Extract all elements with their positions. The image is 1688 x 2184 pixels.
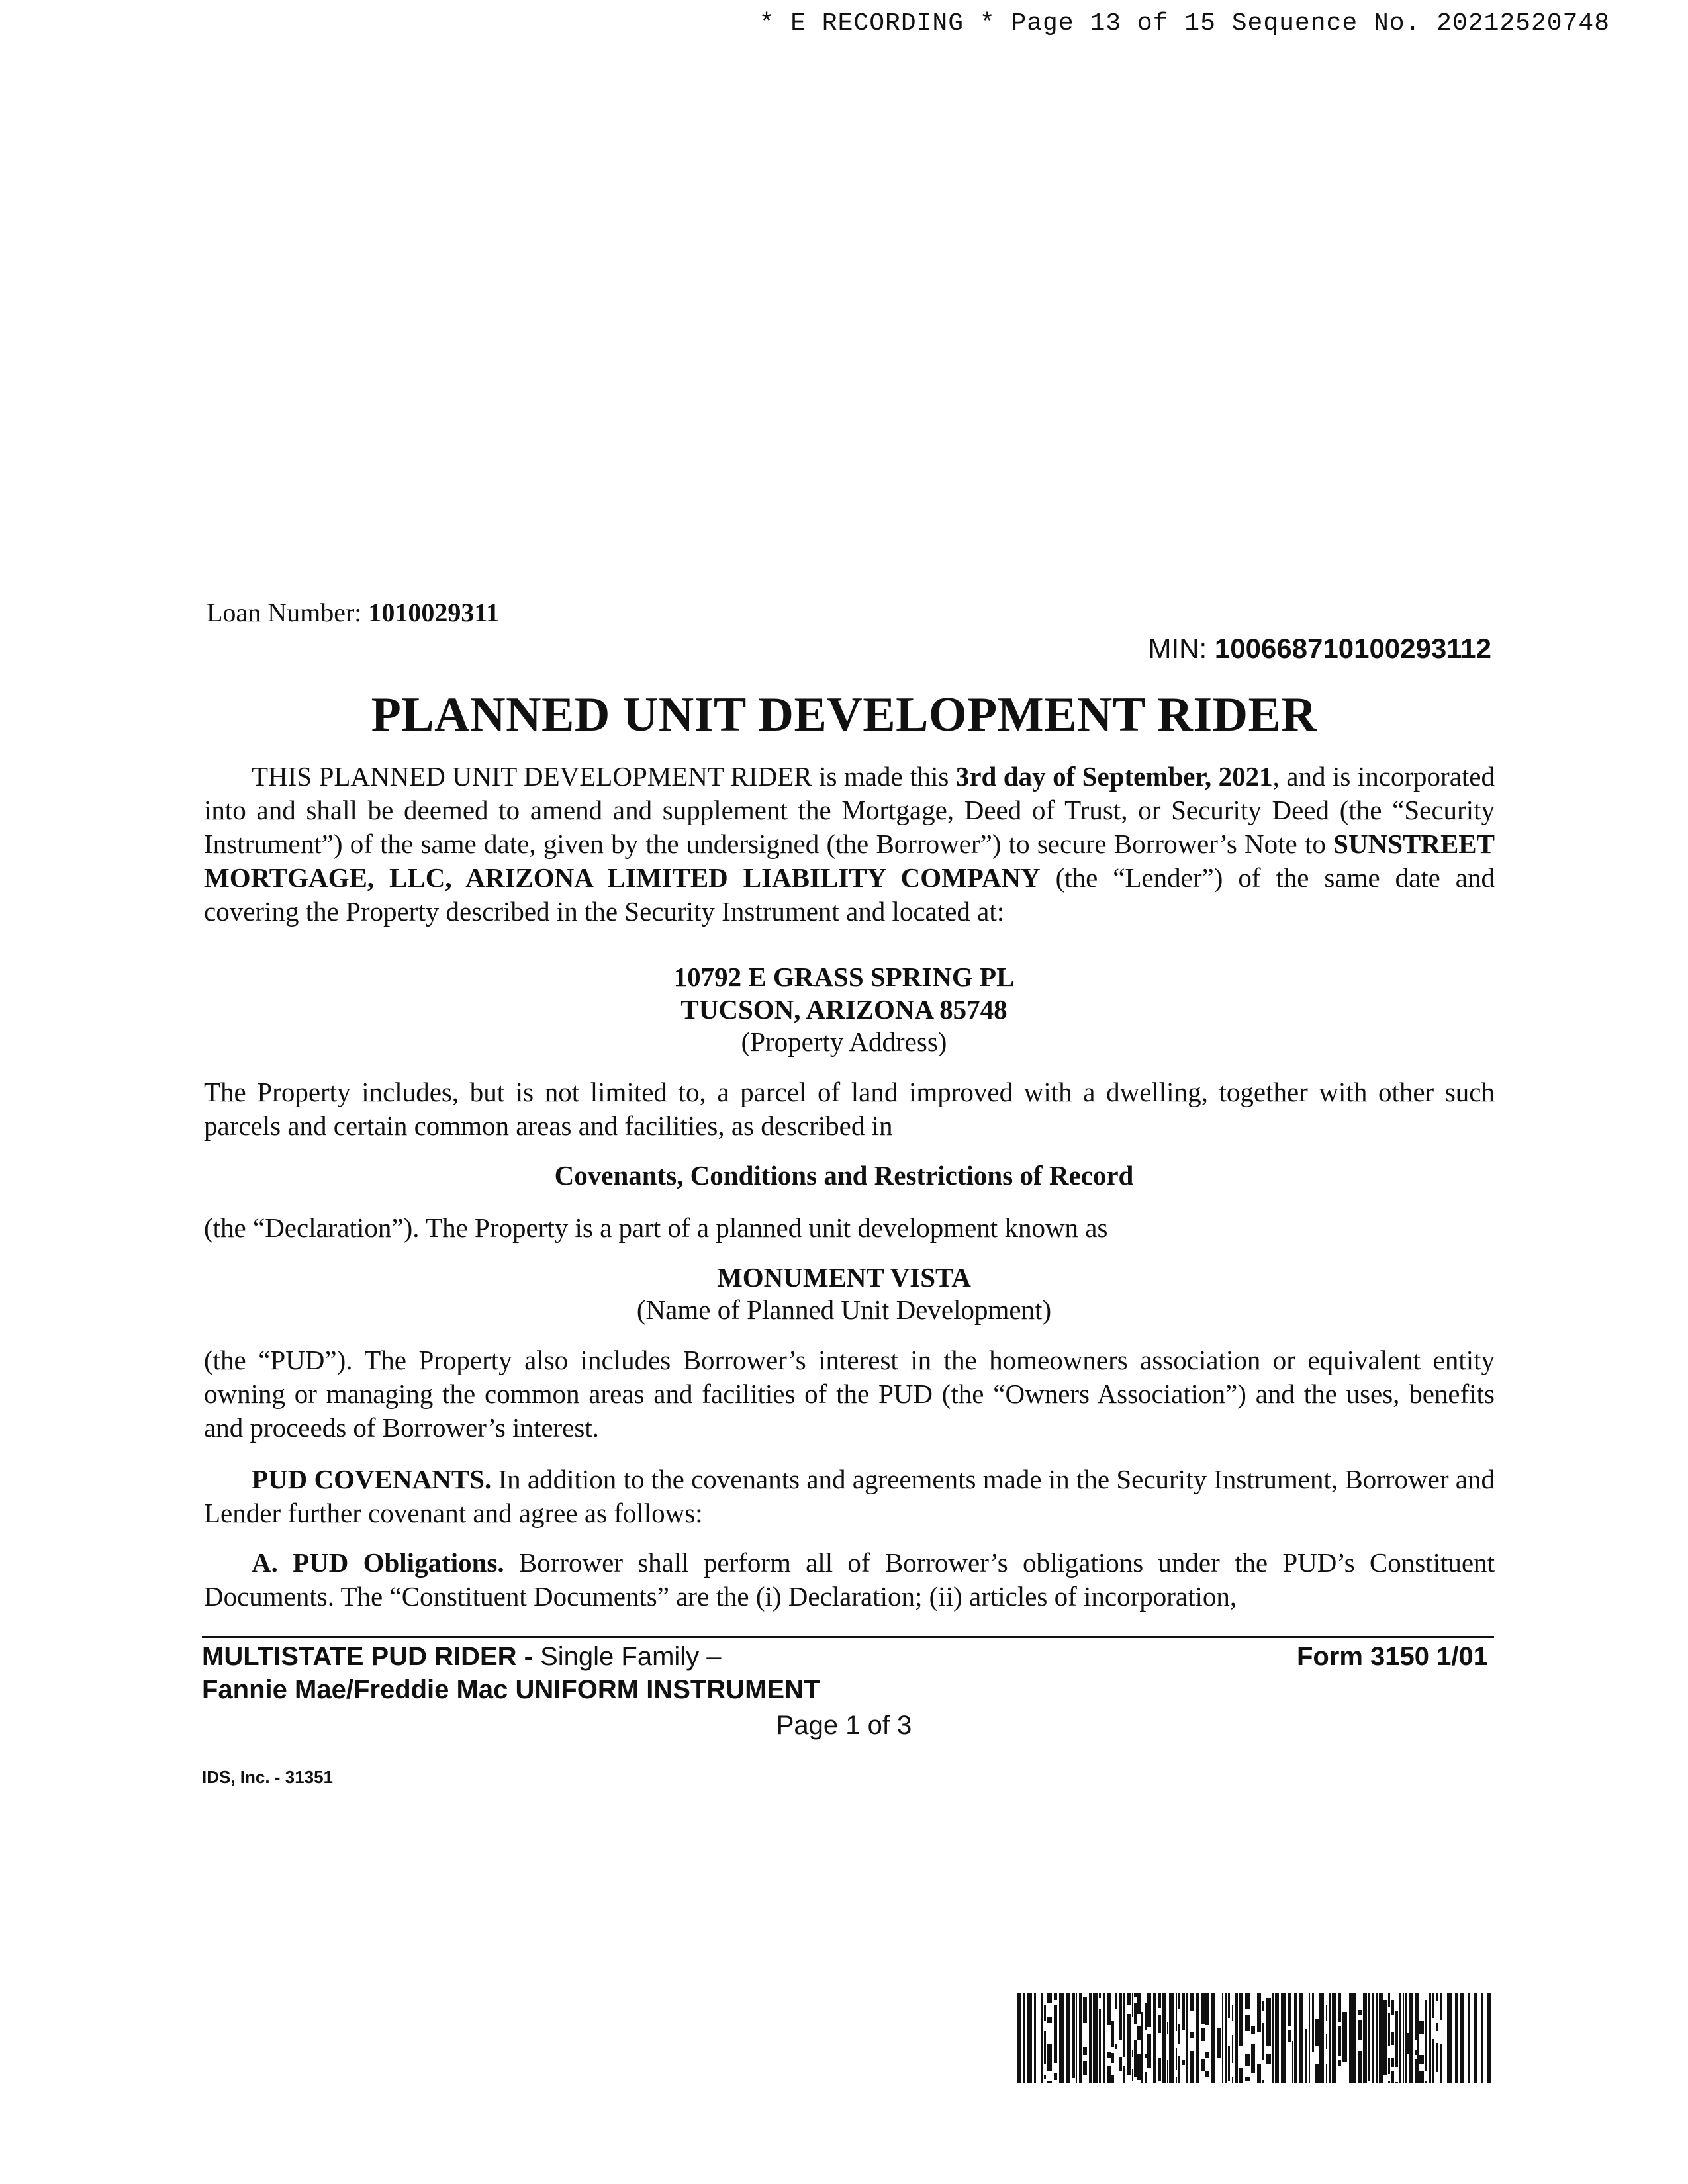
pud-name-block (0, 1261, 1688, 1326)
recording-header: * E RECORDING * Page 13 of 15 Sequence No. 20212520748 (759, 9, 1610, 38)
property-paragraph: The Property includes, but is not limited to, a parcel of land improved with a dwelling, together with other such parcels and certain common areas and facilities, as described in (204, 1077, 1495, 1141)
footer-form-number: Form 3150 1/01 (1296, 1642, 1488, 1671)
declaration-paragraph: (the “Declaration”). The Property is a part of a planned unit development known as (204, 1212, 1108, 1243)
property-address-block (0, 961, 1688, 1058)
pud-name: MONUMENT VISTA (717, 1262, 971, 1293)
footer-instrument: Fannie Mae/Freddie Mac UNIFORM INSTRUMENT (202, 1675, 820, 1704)
pud-paragraph: (the “PUD”). The Property also includes Borrower’s interest in the homeowners association or equivalent entity owning or managing the common areas and facilities of the PUD (the “Owners Association”) and the uses, benefits and proceeds of Borrower’s interest. (204, 1345, 1495, 1443)
min-label: MIN: (1148, 633, 1215, 664)
footer-form-title (202, 1640, 820, 1673)
intro-text-2: , and is incorporated into and shall be deemed to amend and supplement the Mortgage, Deed of Trust, or Security Deed (the “Security Instrument”) of the same date, given by the undersigned (the Borrower”) to secure Borrower’s Note to (204, 761, 1495, 859)
rider-date: 3rd day of September, 2021 (955, 761, 1273, 792)
obligations-heading: A. PUD Obligations. (252, 1547, 504, 1578)
lender-name: SUNSTREET MORTGAGE, LLC, ARIZONA LIMITED LIABILITY COMPANY (204, 829, 1495, 893)
footer-form-name (202, 1640, 820, 1706)
intro-text-1: THIS PLANNED UNIT DEVELOPMENT RIDER is made this (252, 761, 956, 792)
property-address-line2: TUCSON, ARIZONA 85748 (680, 994, 1008, 1024)
min-number (1149, 633, 1491, 664)
obligations-text: Borrower shall perform all of Borrower’s obligations under the PUD’s Constituent Documents. The “Constituent Documents” are the (i) Declaration; (ii) articles of incorporation, (204, 1547, 1495, 1612)
covenants-heading: PUD COVENANTS. (252, 1464, 492, 1494)
loan-number-value: 1010029311 (368, 598, 500, 627)
pud-name-caption: (Name of Planned Unit Development) (636, 1295, 1052, 1325)
footer-form-title-rest: Single Family – (540, 1642, 722, 1671)
intro-text-3: (the “Lender”) of the same date and covering the Property described in the Security Instrument and located at: (204, 862, 1495, 927)
covenants-paragraph (204, 1463, 1495, 1530)
min-value: 100668710100293112 (1214, 633, 1491, 664)
loan-number (207, 597, 499, 628)
document-title: PLANNED UNIT DEVELOPMENT RIDER (371, 688, 1317, 742)
footer-form-title-bold: MULTISTATE PUD RIDER - (202, 1642, 541, 1671)
covenants-text: In addition to the covenants and agreements made in the Security Instrument, Borrower and Lender further covenant and agree as follows: (204, 1464, 1495, 1528)
intro-paragraph (204, 760, 1495, 929)
loan-number-label: Loan Number: (207, 598, 369, 627)
declaration-name: Covenants, Conditions and Restrictions of Record (554, 1160, 1134, 1191)
property-address-line1: 10792 E GRASS SPRING PL (673, 962, 1015, 992)
footer-ids-code: IDS, Inc. - 31351 (202, 1767, 333, 1787)
footer-page-number: Page 1 of 3 (776, 1711, 912, 1740)
property-address-caption: (Property Address) (741, 1026, 947, 1057)
barcode-icon (1017, 1993, 1493, 2083)
footer-divider (202, 1636, 1494, 1638)
obligations-paragraph (204, 1546, 1495, 1614)
